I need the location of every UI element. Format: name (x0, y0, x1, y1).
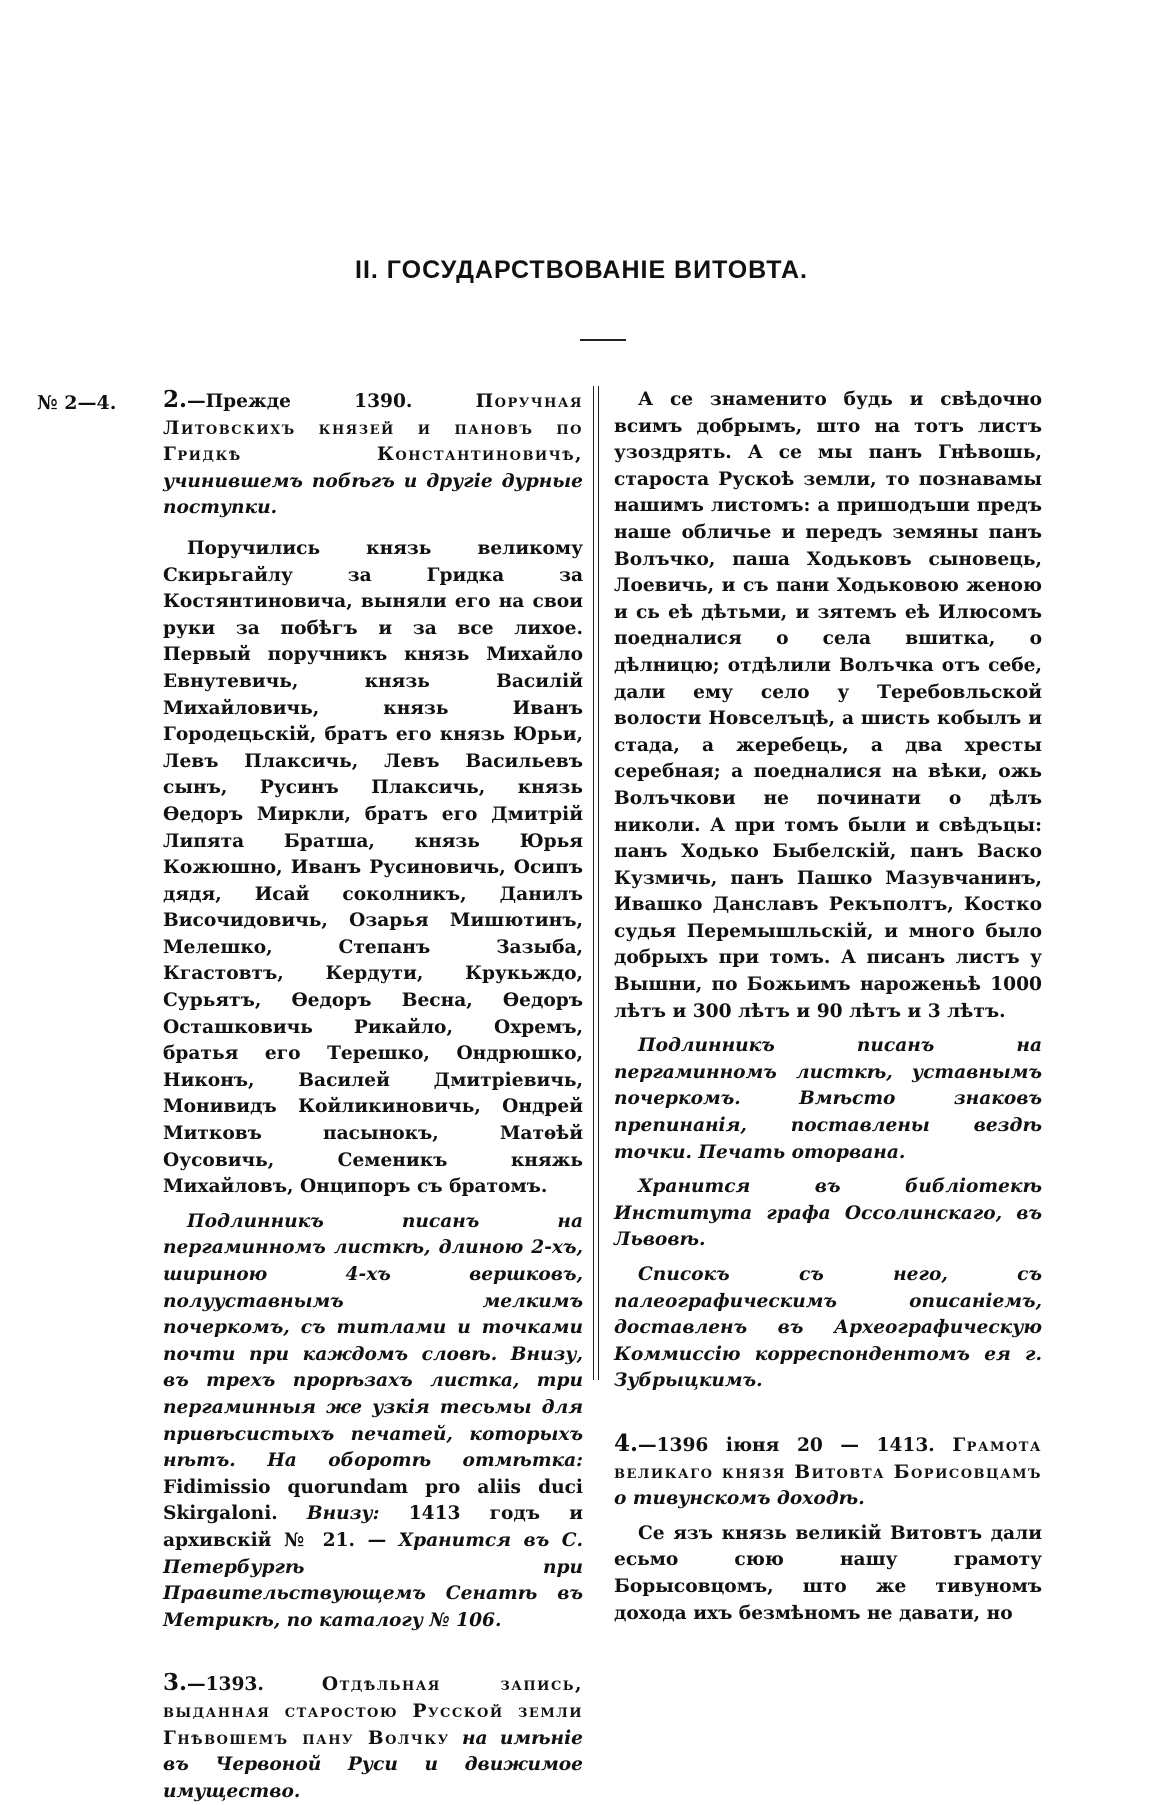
doc2-heading-title: Поручная Литовскихъ князей и пановъ по Гридкѣ Константиновичѣ, (163, 391, 583, 466)
document-range-label: № 2—4. (37, 392, 117, 414)
doc3-note-a: Подлинникъ писанъ на пергаминномъ листкѣ, уставнымъ почеркомъ. Вмѣсто знаковъ препинанія, поставлены вездѣ точки. Печать оторвана. (614, 1035, 1042, 1163)
doc4-heading-title: Грамота великаго князя Витовта Борисовцамъ (614, 1434, 1042, 1483)
doc3-heading (163, 1670, 583, 1805)
doc3-heading-title: Отдѣльная запись, выданная старостою Русской земли Гнѣвошемъ пану Волчку (163, 1674, 583, 1749)
doc4-heading (614, 1431, 1042, 1513)
left-column (163, 387, 583, 1805)
doc3-heading-italic: на имѣніе въ Червоной Руси и движимое имущество. (163, 1727, 583, 1802)
doc3-number: 3. (163, 1669, 188, 1697)
doc2-note (163, 1209, 583, 1635)
doc3-note-b: Хранится въ библіотекѣ Института графа Оссолинскаго, въ Львовѣ. (614, 1176, 1042, 1251)
doc2-note-latin: Fidimissio quorundam pro aliis duci Skirgaloni. (163, 1476, 583, 1525)
right-column (614, 387, 1042, 1627)
doc2-heading-date: —Прежде 1390. (187, 391, 413, 412)
doc3-note-c: Списокъ съ него, съ палеографическимъ описаніемъ, доставленъ въ Археографическую Коммиссію корреспондентомъ ея г. Зубрыцкимъ. (614, 1264, 1042, 1392)
column-divider (593, 386, 599, 1380)
page-title: II. ГОСУДАРСТВОВАНІЕ ВИТОВТА. (355, 256, 808, 284)
doc2-note-lower-label: Внизу: (306, 1503, 380, 1525)
title-rule (580, 339, 626, 341)
doc2-note-lower-text: 1413 годъ и архивскій № 21. (163, 1503, 583, 1551)
doc2-note-stored: — Хранится въ С. Петербургѣ при Правительствующемъ Сенатѣ въ Метрикѣ, по каталогу № 106. (163, 1529, 584, 1631)
doc2-heading-italic: учинившемъ побѣгъ и другіе дурные поступки. (163, 470, 583, 519)
doc4-heading-italic: о тивунскомъ доходѣ. (614, 1488, 865, 1510)
doc3-body: А се знаменито будь и свѣдочно всимъ добрымъ, што на тотъ листъ узоздрять. А се мы панъ Гнѣвошь, староста Рускоѣ земли, то познавамы нашимъ листомъ: а пришодъши предъ наше обличье и передъ земяны панъ Волъчко, паша Ходьковъ сыновець, Лоевичь, и съ пани Ходьковою женою и сь еѣ дѣтьми, и зятемъ еѣ Илюсомъ поедналися о села вшитка, о дѣлницю; отдѣлили Волъчка отъ себе, дали ему село у Теребовльской волости Новселъцѣ, а шисть кобылъ и стада, а жеребець, а два хресты серебная; а поедналися на вѣки, ожь Волъчкови не починати о дѣлъ николи. А при томъ были и свѣдъцы: панъ Ходько Быбелскій, панъ Васко Кузмичь, панъ Пашко Мазувчанинъ, Ивашко Данславъ Рекъполтъ, Костко судья Перемышльскій, и много было добрыхъ при томъ. А писанъ листъ у Вышни, по Божьимъ нароженьѣ 1000 лѣтъ и 300 лѣтъ и 90 лѣтъ и 3 лѣтъ. (614, 389, 1042, 1022)
doc2-number: 2. (163, 386, 188, 413)
doc2-body: Поручились князь великому Скирьгайлу за Гридка за Костянтиновича, выняли его на свои руки за побѣгъ и за все лихое. Первый поручникъ князь Михайло Евнутевичь, князь Василій Михайловичь, князь Иванъ Городецьскій, братъ его князь Юрьи, Левъ Плаксичь, Левъ Васильевъ сынъ, Русинъ Плаксичь, князь Ѳедоръ Миркли, братъ его Дмитрій Липята Братша, князь Юрья Кожюшно, Иванъ Русиновичь, Осипъ дядя, Исай соколникъ, Данилъ Височидовичь, Озарья Мишютинъ, Мелешко, Степанъ Зазыба, Кгастовтъ, Кердути, Крукьждо, Сурьятъ, Ѳедоръ Весна, Ѳедоръ Осташковичь Рикайло, Охремъ, братья его Терешко, Ондрюшко, Никонъ, Василей Дмитріевичь, Монивидъ Койликиновичь, Ондрей Митковъ пасынокъ, Матѳѣй Оусовичь, Семеникъ княжь Михайловъ, Онципоръ съ братомъ. (163, 537, 583, 1198)
doc2-note-text: Подлинникъ писанъ на пергаминномъ листкѣ, длиною 2-хъ, шириною 4-хъ вершковъ, полууставнымъ мелкимъ почеркомъ, съ титлами и точками почти при каждомъ словѣ. Внизу, въ трехъ прорѣзахъ листка, три пергаминныя же узкія тесьмы для привѣсистыхъ печатей, которыхъ нѣтъ. На оборотѣ отмѣтка: (163, 1210, 583, 1472)
doc3-heading-date: —1393. (187, 1674, 264, 1696)
doc4-heading-date: —1396 іюня 20 — 1413. (638, 1434, 935, 1456)
doc4-number: 4. (614, 1429, 639, 1457)
doc2-heading (163, 387, 583, 522)
doc4-body: Се язъ князь великій Витовтъ дали есьмо сюю нашу грамоту Борысовцомъ, што же тивуномъ дохода ихъ безмѣномъ не давати, но (614, 1522, 1042, 1624)
